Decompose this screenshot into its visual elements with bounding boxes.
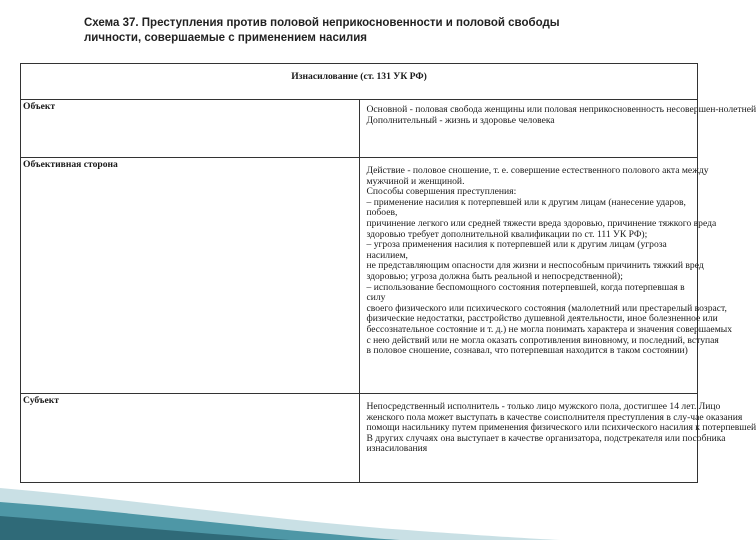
content-line: побоев, [366,207,398,219]
row-content [359,158,733,394]
table-row-object [21,100,698,158]
crime-scheme-table [20,63,756,483]
content-line: мужчиной и женщиной. [366,175,465,187]
title-line: личности, совершаемые с применением насилия [84,32,367,44]
swoosh-light [0,488,560,540]
content-line: Способы совершения преступления: [366,186,517,198]
content-line: помощи насильнику путем применения физического или психического насилия к потерпевшей [366,422,756,434]
content-line: здоровью; угроза должна быть реальной и непосредственной); [366,270,623,282]
content-line: – угроза применения насилия к потерпевшей или к другим лицам (угроза [366,239,667,251]
content-line: женского пола может выступать в качестве соисполнителя преступления в слу-чае оказания [366,411,743,423]
swoosh-mid [0,502,400,540]
content-line: своего физического или психического состояния (малолетний или престарелый возраст, [366,302,727,314]
content-line: Основной - половая свобода женщины или половая неприкосновенность несовершен-нолетней [366,104,756,115]
content-line: насилием, [366,249,408,261]
content-line: бессознательное состояние и т. д.) не могла понимать характера и значения совершаемых [366,323,733,335]
page-title [84,16,644,46]
row-label: Субъект [21,394,360,483]
table-row-objective-side [21,158,698,394]
table-header-row [21,64,698,100]
row-content [359,100,756,158]
content-line: силу [366,292,386,304]
row-label: Объективная сторона [21,158,360,394]
content-line: Дополнительный - жизнь и здоровье человека [366,114,555,126]
row-label: Объект [21,100,360,158]
table-row-subject [21,394,698,483]
content-line: причинение легкого или средней тяжести вреда здоровью, причинение тяжкого вреда [366,217,717,229]
content-line: Действие - половое сношение, т. е. совершение естественного полового акта между [366,165,709,176]
content-line: – использование беспомощного состояния потерпевшей, когда потерпевшая в [366,281,685,293]
content-line: Непосредственный исполнитель - только лицо мужского пола, достигшее 14 лет. Лицо [366,401,721,412]
content-line: – применение насилия к потерпевшей или к другим лицам (нанесение ударов, [366,196,686,208]
row-content [359,394,756,483]
content-line: В других случаях она выступает в качестве организатора, подстрекателя или пособника [366,432,726,444]
content-line: здоровью требует дополнительной квалификации по ст. 111 УК РФ); [366,228,648,240]
table-header: Изнасилование (ст. 131 УК РФ) [21,64,698,100]
content-line: с нею действий или не могла оказать сопротивления виновному, и последний, вступая [366,334,719,346]
content-line: в половое сношение, сознавал, что потерпевшая находится в таком состоянии) [366,345,688,357]
content-line: не представляющим опасности для жизни и неспособным причинить тяжкий вред [366,260,704,272]
title-line: Схема 37. Преступления против половой неприкосновенности и половой свободы [84,17,560,29]
swoosh-dark [0,516,290,540]
content-line: изнасилования [366,443,428,455]
content-line: физические недостатки, расстройство душевной деятельности, иное болезненное или [366,313,718,325]
